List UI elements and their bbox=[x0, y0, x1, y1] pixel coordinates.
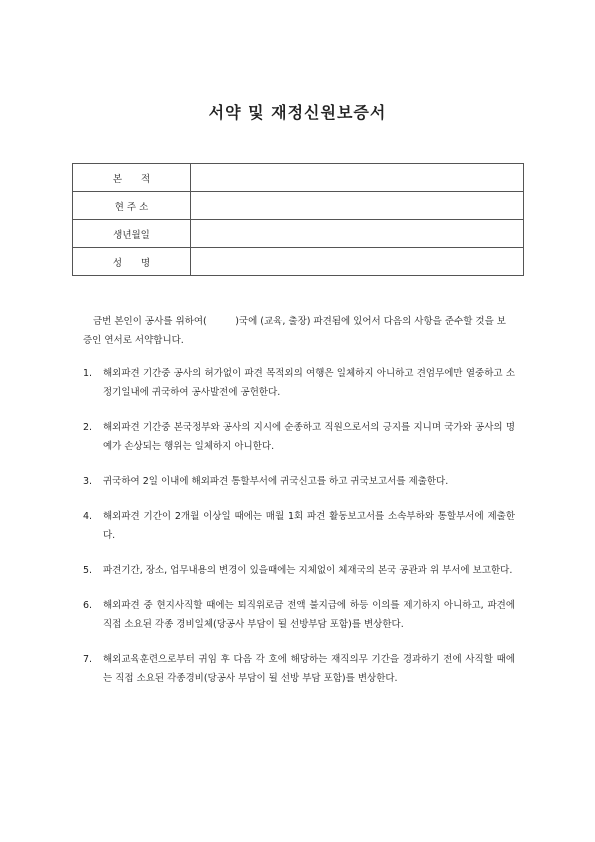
table-row bbox=[73, 220, 524, 248]
clause-item bbox=[83, 472, 515, 491]
value-current-address[interactable] bbox=[191, 192, 524, 220]
label-registered-domicile: 본 적 bbox=[73, 164, 191, 192]
table-row bbox=[73, 248, 524, 276]
clause-number: 3. bbox=[83, 476, 93, 487]
value-registered-domicile[interactable] bbox=[191, 164, 524, 192]
clause-text: 해외파견 기간중 공사의 허가없이 파견 목적외의 여행은 일체하지 아니하고 견엄무에만 열중하고 소정기일내에 귀국하여 공사발전에 공헌한다. bbox=[103, 368, 515, 398]
table-row bbox=[73, 192, 524, 220]
clause-item bbox=[83, 507, 515, 545]
clause-text: 귀국하여 2일 이내에 해외파견 통할부서에 귀국신고를 하고 귀국보고서를 제출한다. bbox=[103, 476, 449, 487]
clause-item bbox=[83, 596, 515, 634]
clause-number: 2. bbox=[83, 422, 93, 433]
value-birth-date[interactable] bbox=[191, 220, 524, 248]
document-title: 서약 및 재정신원보증서 bbox=[208, 103, 387, 122]
personal-info-table bbox=[72, 163, 524, 276]
clause-item bbox=[83, 364, 515, 402]
label-current-address: 현 주 소 bbox=[73, 192, 191, 220]
intro-paragraph: 금번 본인이 공사를 위하여( )국에 (교육, 출장) 파견됨에 있어서 다음의 사항을 준수할 것을 보증인 연서로 서약합니다. bbox=[83, 316, 506, 346]
table-row bbox=[73, 164, 524, 192]
clause-text: 해외파견 기간중 본국정부와 공사의 지시에 순종하고 직원으로서의 긍지를 지니며 국가와 공사의 명예가 손상되는 행위는 일체하지 아니한다. bbox=[103, 422, 515, 452]
value-name[interactable] bbox=[191, 248, 524, 276]
label-name: 성 명 bbox=[73, 248, 191, 276]
clause-text: 해외파견 중 현지사직할 때에는 퇴직위로금 전액 불지급에 하등 이의를 제기하지 아니하고, 파견에 직접 소요된 각종 경비일체(당공사 부담이 될 선방부담 포함)를 변상한다. bbox=[103, 600, 515, 630]
clause-number: 1. bbox=[83, 368, 93, 379]
clause-number: 7. bbox=[83, 654, 93, 665]
clause-item bbox=[83, 650, 515, 688]
clause-item bbox=[83, 561, 515, 580]
clause-text: 해외파견 기간이 2개월 이상일 때에는 매월 1회 파견 활동보고서를 소속부하와 통할부서에 제출한다. bbox=[103, 511, 515, 541]
clause-number: 4. bbox=[83, 511, 93, 522]
clause-number: 5. bbox=[83, 565, 93, 576]
clause-text: 파견기간, 장소, 업무내용의 변경이 있을때에는 지체없이 체재국의 본국 공관과 위 부서에 보고한다. bbox=[103, 565, 513, 576]
label-birth-date: 생년월일 bbox=[73, 220, 191, 248]
clause-text: 해외교육훈련으로부터 귀임 후 다음 각 호에 해당하는 재직의무 기간을 경과하기 전에 사직할 때에는 직접 소요된 각종경비(당공사 부담이 될 선방 부담 포함)를 변상한다. bbox=[103, 654, 515, 684]
clause-number: 6. bbox=[83, 600, 93, 611]
clause-item bbox=[83, 418, 515, 456]
clause-list bbox=[83, 364, 515, 704]
